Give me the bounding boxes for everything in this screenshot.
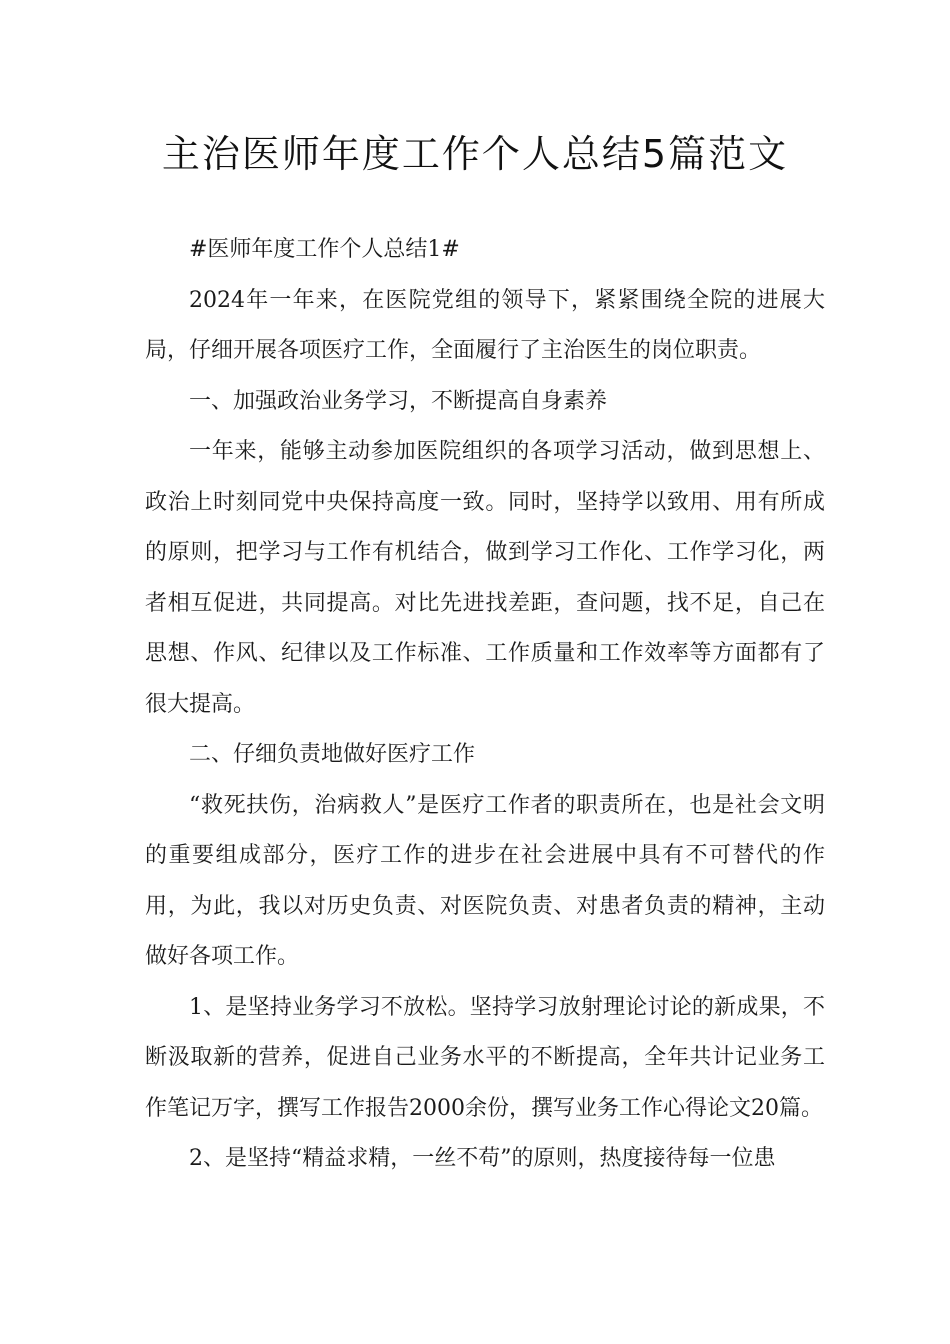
body-paragraph: 1、是坚持业务学习不放松。坚持学习放射理论讨论的新成果，不断汲取新的营养，促进自己业务水平的不断提高，全年共计记业务工作笔记万字，撰写工作报告2000余份，撰写业务工作心得论文20篇。 (145, 994, 825, 1121)
body-paragraph: 一年来，能够主动参加医院组织的各项学习活动，做到思想上、政治上时刻同党中央保持高度一致。同时，坚持学以致用、用有所成的原则，把学习与工作有机结合，做到学习工作化、工作学习化，两者相互促进，共同提高。对比先进找差距，查问题，找不足，自己在思想、作风、纪律以及工作标准、工作质量和工作效率等方面都有了很大提高。 (145, 439, 825, 717)
section-heading: #医师年度工作个人总结1# (189, 237, 460, 262)
body-paragraph: “救死扶伤，治病救人”是医疗工作者的职责所在，也是社会文明的重要组成部分，医疗工作的进步在社会进展中具有不可替代的作用，为此，我以对历史负责、对医院负责、对患者负责的精神，主动做好各项工作。 (145, 792, 825, 969)
body-paragraph: 2024年一年来，在医院党组的领导下，紧紧围绕全院的进展大局，仔细开展各项医疗工作，全面履行了主治医生的岗位职责。 (145, 287, 825, 363)
section-heading: 二、仔细负责地做好医疗工作 (189, 742, 476, 767)
document-body (145, 225, 825, 1185)
document-title: 主治医师年度工作个人总结5篇范文 (161, 132, 789, 176)
body-paragraph: 2、是坚持“精益求精，一丝不苟”的原则，热度接待每一位患 (189, 1146, 776, 1171)
section-heading: 一、加强政治业务学习，不断提高自身素养 (189, 388, 608, 414)
